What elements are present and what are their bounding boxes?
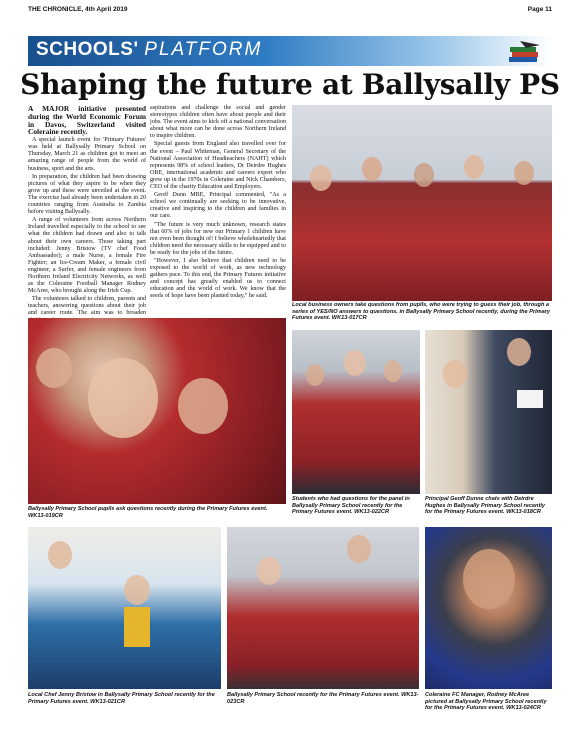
article-paragraph: aspirations and challenge the social and gender stereotypes children often have about people and their jobs. The event aims to kick off a national conversation about what more can be done across Northern Ireland to inspire children. xyxy=(150,105,286,140)
article-lead: A MAJOR initiative presented during the World Economic Forum in Davos, Switzerland visited Coleraine recently. xyxy=(28,104,146,137)
article-column-1 xyxy=(28,105,146,326)
section-title xyxy=(36,39,262,61)
photo-caption: Coleraine FC Manager, Rodney McAree pictured at Ballysally Primary School recently for the Primary Futures event. WK13-024CR xyxy=(425,692,547,712)
article-column-2 xyxy=(150,105,286,302)
photo-caption: Ballysally Primary School pupils ask questions recently during the Primary Futures event. WK13-019CR xyxy=(28,506,268,519)
article-headline: Shaping the future at Ballysally PS xyxy=(20,68,560,101)
section-title-main: SCHOOLS' xyxy=(36,39,139,60)
photo-business-panel xyxy=(292,105,552,301)
article-paragraph: The volunteers talked to children, parents and teachers, answering questions about their job and career route. The aim was to broaden xyxy=(28,296,146,317)
photo-caption: Local business owners take questions from pupils, who were trying to guess their job, through a series of YES/NO answers to questions, in Ballysally Primary School recently, during the Primary Futures event. WK13-017CR xyxy=(292,302,551,322)
photo-chef-bristow xyxy=(28,527,221,689)
article-paragraph: Special guests from England also travelled over for the event – Paul Whiteman, General Secretary of the National Association of Headteachers (NAHT) which represents 98% of school leaders, Dr Deirdre Hughes OBE, international academic and careers expert who grew up in the 1970s in Coleraine and Nick Chambers, CEO of the charity Education and Employers. xyxy=(150,141,286,191)
photo-football-manager xyxy=(425,527,552,689)
section-title-sub: PLATFORM xyxy=(144,39,263,60)
article-paragraph: "The future is very much unknown, research states that 60% of jobs for new our Primary 1 children have not even been thought of! I believe wholeheartedly that children need the necessary skills to be equipped and to be ready for the jobs of the future. xyxy=(150,221,286,256)
photo-caption: Local Chef Jenny Bristow in Ballysally Primary School recently for the Primary Futures event. WK13-021CR xyxy=(28,692,215,705)
photo-caption: Students who had questions for the panel in Ballysally Primary School recently for the Primary Futures event. WK13-022CR xyxy=(292,496,410,516)
article-paragraph: Geoff Dunn MBE, Principal commented, "As a school we continually are seeking to be innovative, creative and inspiring to the children and families in our care. xyxy=(150,192,286,220)
page-number: Page 11 xyxy=(527,6,552,13)
article-paragraph: "However, I also believe that children need to be exposed to the world of work, as new technology gathers pace. To this end, the Primary Futures initiative and concept has greatly enabled us to connect education and the world of work. We know that the seeds of hope have been planted today," he said. xyxy=(150,257,286,300)
article-paragraph: In preparation, the children had been drawing pictures of what they aspire to be when they grow up and these were unveiled at the event. The exercise had already been undertaken in 20 countries ranging from Australia to Zambia before visiting Ballysally. xyxy=(28,173,146,216)
photo-pupils-questions xyxy=(28,318,286,504)
photo-caption: Ballysally Primary School recently for the Primary Futures event. WK13-023CR xyxy=(227,692,419,705)
article-paragraph: A special launch event for 'Primary Futures' was held at Ballysally Primary School on Thursday, March 21 as children got to meet an amazing range of people from the world of business, sport and the arts. xyxy=(28,137,146,172)
photo-students-panel xyxy=(292,330,420,494)
page-header xyxy=(28,6,552,16)
books-icon xyxy=(506,39,544,63)
photo-pupil-microphone xyxy=(227,527,419,689)
section-banner xyxy=(28,36,552,66)
article-paragraph: A range of volunteers from across Northern Ireland travelled especially to the school to see what the children had drawn and also to talk about their own careers. Those taking part included: Jenny Bristow (TV chef Food Ambassador); a male Nurse, a female Fire Fighter; an Ice-Cream Maker, a female civil engineer, a Surfer, and female engineers from Northern Ireland Electricity Networks, as well as the Coleraine Football Manager Rodney McAree, who brought along the Irish Cup. xyxy=(28,217,146,295)
publication-date: THE CHRONICLE, 4th April 2019 xyxy=(28,6,128,13)
photo-principal-chat xyxy=(425,330,552,494)
photo-caption: Principal Geoff Dunne chats with Deirdre Hughes in Ballysally Primary School recently for the Primary Futures event. WK13-018CR xyxy=(425,496,546,516)
